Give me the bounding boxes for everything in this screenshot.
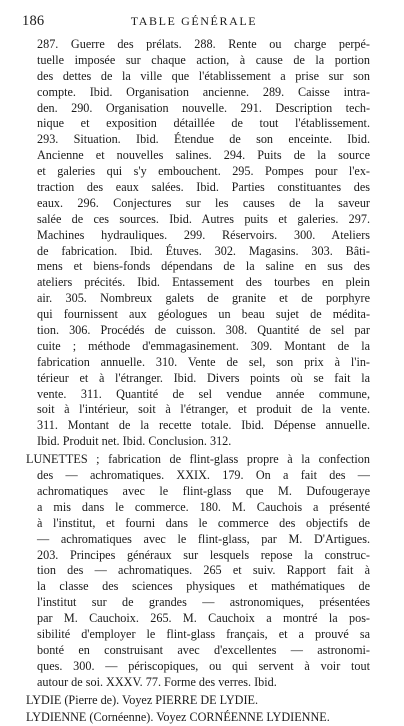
text-line: achromatiques avec le flint-glass que M. Dufougeraye (37, 483, 370, 498)
text-line: eaux. 296. Conjectures sur les causes de la saveur (37, 195, 370, 210)
index-text-block (26, 37, 370, 726)
text-line: nique et exposition détaillée de tout l'établissement. (37, 116, 370, 131)
text-line: fabrication annuelle. 310. Vente de sel, son prix à l'in- (37, 354, 370, 369)
text-line: 293. Situation. Ibid. Étendue de son enceinte. Ibid. (37, 132, 370, 147)
text-line: LYDIENNE (Cornéenne). Voyez CORNÉENNE LYDIENNE. (26, 710, 330, 725)
text-line: par M. Cauchoix. 265. M. Cauchoix a montré la pos- (37, 611, 370, 626)
text-line: 287. Guerre des prélats. 288. Rente ou charge perpé- (37, 37, 370, 51)
text-line: et galeries qui s'y embouchent. 295. Pompes pour l'ex- (37, 164, 370, 179)
text-line: Ibid. Produit net. Ibid. Conclusion. 312. (37, 434, 232, 449)
text-line: den. 290. Organisation nouvelle. 291. Description tech- (37, 100, 370, 115)
text-line: mens et biens-fonds dépendans de la saline en sus des (37, 259, 370, 274)
text-line: traction des eaux salées. Ibid. Parties constituantes des (37, 180, 370, 195)
text-line: à l'institut, et fourni dans le commerce des objectifs de (37, 515, 370, 530)
text-line: soit à l'intérieur, soit à l'étranger, et produit de la vente. (37, 402, 370, 417)
page-number: 186 (22, 13, 45, 29)
text-line: 311. Montant de la recette totale. Ibid. Dépense annuelle. (37, 418, 370, 433)
text-line: des — achromatiques. XXIX. 179. On a fait des — (37, 468, 370, 483)
text-line: autour de soi. XXXV. 77. Forme des verres. Ibid. (37, 674, 277, 689)
running-title: TABLE GÉNÉRALE (130, 14, 258, 28)
text-line: salée de ces sources. Ibid. Autres puits et galeries. 297. (37, 211, 370, 226)
text-line: 203. Principes généraux sur lesquels repose la construc- (37, 547, 370, 562)
text-line: bonté en construisant avec d'excellentes — astronomi- (37, 642, 370, 657)
text-line: Ancienne et nouvelles salines. 294. Puits de la source (37, 148, 370, 163)
text-line: l'institut sur de grandes — astronomiques, présentées (37, 595, 370, 610)
text-line: ques. 300. — périscopiques, ou qui servent à voir tout (37, 658, 370, 673)
text-line: des dettes de la ville que l'établissement a prise sur son (37, 68, 370, 83)
text-line: vente. 311. Quantité de sel vendue année commune, (37, 386, 370, 401)
text-line: — achromatiques avec le flint-glass, par M. D'Artigues. (37, 531, 370, 546)
text-line: a mis dans le commerce. 180. M. Cauchois a présenté (37, 499, 370, 514)
text-line: LUNETTES ; fabrication de flint-glass propre à la confection (26, 452, 370, 467)
text-line: qui fournissent aux géologues un beau sujet de médita- (37, 307, 370, 322)
text-line: la classe des sciences physiques et mathématiques de (37, 579, 370, 594)
text-line: tion des — achromatiques. 265 et suiv. Rapport fait à (37, 563, 370, 578)
text-line: ateliers précités. Ibid. Entassement des tourbes en plein (37, 275, 370, 290)
text-line: cuite ; méthode d'emmagasinement. 309. Montant de la (37, 338, 370, 353)
text-line: tion. 306. Procédés de cuisson. 308. Quantité de sel par (37, 323, 370, 338)
text-line: térieur et à l'étranger. Ibid. Divers points où se fait la (37, 370, 370, 385)
page-header (22, 13, 366, 31)
text-line: sibilité d'employer le flint-glass français, et a prouvé sa (37, 626, 370, 641)
text-line: compte. Ibid. Organisation ancienne. 289. Caisse intra- (37, 84, 370, 99)
text-line: air. 305. Nombreux galets de granite et de porphyre (37, 291, 370, 306)
text-line: de fabrication. Ibid. Étuves. 302. Magasins. 303. Bâti- (37, 243, 370, 258)
text-line: LYDIE (Pierre de). Voyez PIERRE DE LYDIE. (26, 692, 258, 707)
text-line: Machines hydrauliques. 299. Réservoirs. 300. Ateliers (37, 227, 370, 242)
text-line: tuelle imposée sur chaque action, à cause de la portion (37, 52, 370, 67)
